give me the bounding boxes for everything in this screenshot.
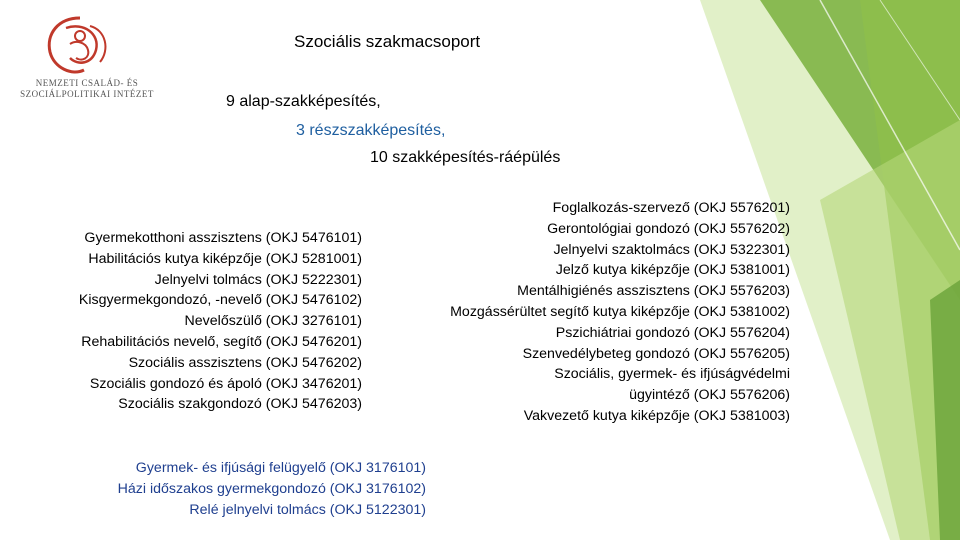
list-item: Vakvezető kutya kiképzője (OKJ 5381003) <box>523 407 790 424</box>
list-item: Jelnyelvi szaktolmács (OKJ 5322301) <box>553 241 790 258</box>
list-item: Házi időszakos gyermekgondozó (OKJ 3176102) <box>117 480 426 497</box>
list-item: Pszichiátriai gondozó (OKJ 5576204) <box>555 324 790 341</box>
list-item: Szociális szakgondozó (OKJ 5476203) <box>118 396 362 413</box>
list-item: Jelnyelvi tolmács (OKJ 5222301) <box>154 271 362 288</box>
family-logo-icon <box>40 14 120 78</box>
list-item: Gyermek- és ifjúsági felügyelő (OKJ 3176101) <box>135 460 426 476</box>
resz-qualification-list <box>118 458 426 520</box>
list-item: Szociális asszisztens (OKJ 5476202) <box>128 354 362 371</box>
list-item: Mentálhigiénés asszisztens (OKJ 5576203) <box>517 283 790 300</box>
institute-logo <box>10 14 154 114</box>
subtitle-raepules: 10 szakképesítés-ráépülés <box>370 149 561 166</box>
list-item: Jelző kutya kiképzője (OKJ 5381001) <box>555 262 790 279</box>
list-item: Nevelőszülő (OKJ 3276101) <box>184 313 362 330</box>
list-item: Gyermekotthoni asszisztens (OKJ 5476101) <box>84 230 362 246</box>
list-item: Szenvedélybeteg gondozó (OKJ 5576205) <box>522 345 790 362</box>
logo-line-1: NEMZETI CSALÁD- ÉS <box>35 78 139 88</box>
list-item: Rehabilitációs nevelő, segítő (OKJ 5476201) <box>81 333 362 350</box>
list-item: Mozgássérültet segítő kutya kiképzője (OKJ 5381002) <box>450 303 790 320</box>
list-item: Kisgyermekgondozó, -nevelő (OKJ 5476102) <box>78 292 362 309</box>
list-item: Habilitációs kutya kiképzője (OKJ 5281001) <box>88 250 362 267</box>
list-item: Foglalkozás-szervező (OKJ 5576201) <box>552 200 790 216</box>
logo-line-2: SZOCIÁLPOLITIKAI INTÉZET <box>20 89 154 99</box>
subtitle-resz: 3 részszakképesítés, <box>296 122 446 139</box>
alap-qualification-list <box>79 228 362 415</box>
list-item: ügyintéző (OKJ 5576206) <box>629 387 790 404</box>
page-title: Szociális szakmacsoport <box>294 32 481 51</box>
list-item: Szociális, gyermek- és ifjúságvédelmi <box>554 366 790 383</box>
list-item: Relé jelnyelvi tolmács (OKJ 5122301) <box>189 501 426 518</box>
logo-text <box>12 78 162 100</box>
subtitle-alap: 9 alap-szakképesítés, <box>226 93 381 110</box>
raepules-qualification-list <box>450 198 790 427</box>
list-item: Gerontológiai gondozó (OKJ 5576202) <box>547 220 790 237</box>
list-item: Szociális gondozó és ápoló (OKJ 3476201) <box>89 375 362 392</box>
